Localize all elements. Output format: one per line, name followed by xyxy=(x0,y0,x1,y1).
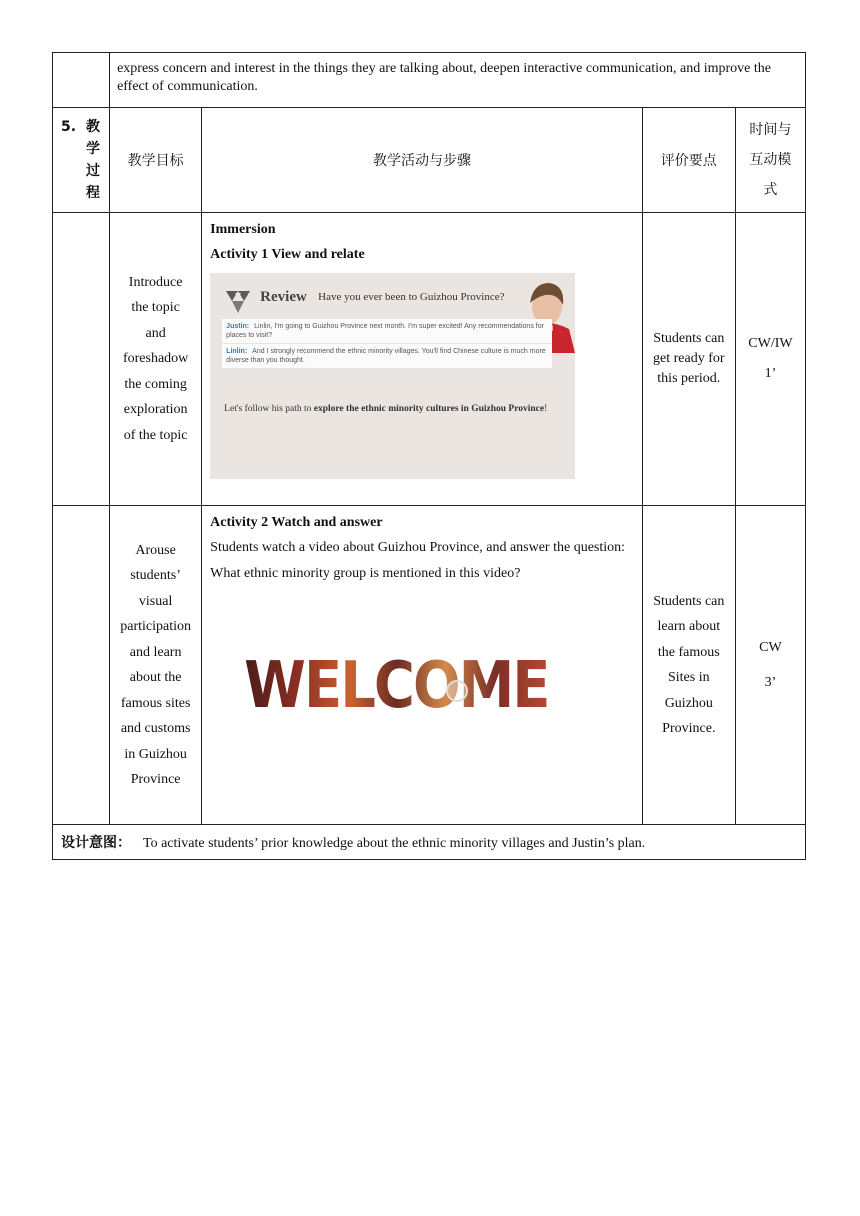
intro-row xyxy=(53,53,806,108)
dialog-line xyxy=(222,344,552,369)
follow-bold: explore the ethnic minority cultures in Guizhou Province xyxy=(313,404,545,414)
step-title-char: 教 xyxy=(86,119,100,135)
col-header-time-line: 式 xyxy=(763,182,778,198)
play-icon xyxy=(446,680,468,702)
col-header-activity: 教学活动与步骤 xyxy=(202,108,643,213)
step-title xyxy=(85,116,101,204)
activity-cell-2 xyxy=(202,506,643,825)
dialog-speaker: Justin: xyxy=(226,323,250,330)
time-duration: 3’ xyxy=(764,675,777,690)
welcome-video-image xyxy=(210,597,570,787)
eval-line: Province. xyxy=(662,721,716,736)
col-header-eval: 评价要点 xyxy=(642,108,735,213)
eval-cell-1: Students can get ready for this period. xyxy=(642,213,735,506)
intro-text: express concern and interest in the things they are talking about, deepen interactive communication, and improve the effect of communication. xyxy=(110,53,806,108)
header-row xyxy=(53,108,806,213)
goal-line: and xyxy=(145,325,166,341)
interaction-mode: CW xyxy=(759,640,782,655)
col-header-time-line: 互动模 xyxy=(749,152,792,168)
goal-line: of the topic xyxy=(123,427,188,443)
time-cell-1 xyxy=(735,213,805,506)
activity-row-1 xyxy=(53,213,806,506)
interaction-mode: CW/IW xyxy=(748,336,793,351)
slide-dialog xyxy=(222,319,552,369)
activity-cell-1 xyxy=(202,213,643,506)
goal-line: foreshadow xyxy=(122,351,189,367)
goal-line: and customs xyxy=(120,721,191,736)
slide-follow-text xyxy=(224,403,554,415)
goal-line: Arouse xyxy=(135,542,176,558)
dialog-line xyxy=(222,319,552,344)
goal-line: participation xyxy=(120,619,191,634)
goal-line: in Guizhou xyxy=(124,746,187,762)
goal-line: and learn xyxy=(129,644,182,660)
col-header-time-line: 时间与 xyxy=(749,122,792,138)
goal-line: visual xyxy=(138,593,173,609)
empty-cell xyxy=(53,53,110,108)
col-header-goal: 教学目标 xyxy=(110,108,202,213)
col-header-time xyxy=(735,108,805,213)
design-intent-label: 设计意图： xyxy=(61,835,131,851)
video-welcome-text: WELCOME xyxy=(244,648,549,723)
stage-title: Immersion xyxy=(210,222,276,237)
activity-instructions: Students watch a video about Guizhou Province, and answer the question: xyxy=(210,540,626,555)
follow-prefix: Let's follow his path to xyxy=(224,404,314,414)
goal-line: about the xyxy=(129,670,182,685)
activity-title: Activity 2 Watch and answer xyxy=(210,515,383,530)
empty-cell xyxy=(53,506,110,825)
goal-line: the coming xyxy=(124,376,187,392)
step-title-char: 程 xyxy=(86,185,100,201)
goal-line: famous sites xyxy=(120,695,191,711)
time-duration: 1’ xyxy=(764,366,777,381)
goal-line: Province xyxy=(130,772,181,787)
goal-line: Introduce xyxy=(128,274,183,290)
dialog-text: Linlin, I'm going to Guizhou Province next month. I'm super excited! Any recommendations for places to visit? xyxy=(226,323,544,339)
slide-question: Have you ever been to Guizhou Province? xyxy=(318,291,505,303)
review-logo-icon xyxy=(224,287,252,315)
goal-line: the topic xyxy=(131,300,180,316)
eval-cell-2 xyxy=(642,506,735,825)
step-number: 5. xyxy=(61,119,77,135)
eval-line: Guizhou xyxy=(664,695,713,711)
eval-line: Students can xyxy=(653,593,725,609)
review-slide-image xyxy=(210,273,575,479)
activity-question: What ethnic minority group is mentioned in this video? xyxy=(210,566,521,581)
goal-line: students’ xyxy=(130,568,181,583)
goal-line: exploration xyxy=(123,402,188,418)
slide-review-label: Review xyxy=(260,289,307,305)
empty-cell xyxy=(53,213,110,506)
design-intent-text: To activate students’ prior knowledge about the ethnic minority villages and Justin’s plan. xyxy=(143,836,646,851)
eval-line: Sites in xyxy=(667,670,710,685)
activity-row-2 xyxy=(53,506,806,825)
goal-cell-1 xyxy=(110,213,202,506)
eval-line: learn about xyxy=(657,619,721,634)
activity-title: Activity 1 View and relate xyxy=(210,247,365,262)
footer-row xyxy=(53,825,806,860)
dialog-speaker: Linlin: xyxy=(226,348,248,355)
design-intent xyxy=(53,825,806,860)
lesson-plan-table xyxy=(52,52,806,860)
follow-suffix: ! xyxy=(544,404,548,414)
eval-line: the famous xyxy=(657,644,720,660)
goal-cell-2 xyxy=(110,506,202,825)
step-title-char: 过 xyxy=(86,163,100,179)
step-title-char: 学 xyxy=(86,141,100,157)
step-heading xyxy=(53,108,110,213)
dialog-text: And I strongly recommend the ethnic minority villages. You'll find Chinese culture is much more diverse than you thought. xyxy=(226,348,546,364)
time-cell-2 xyxy=(735,506,805,825)
